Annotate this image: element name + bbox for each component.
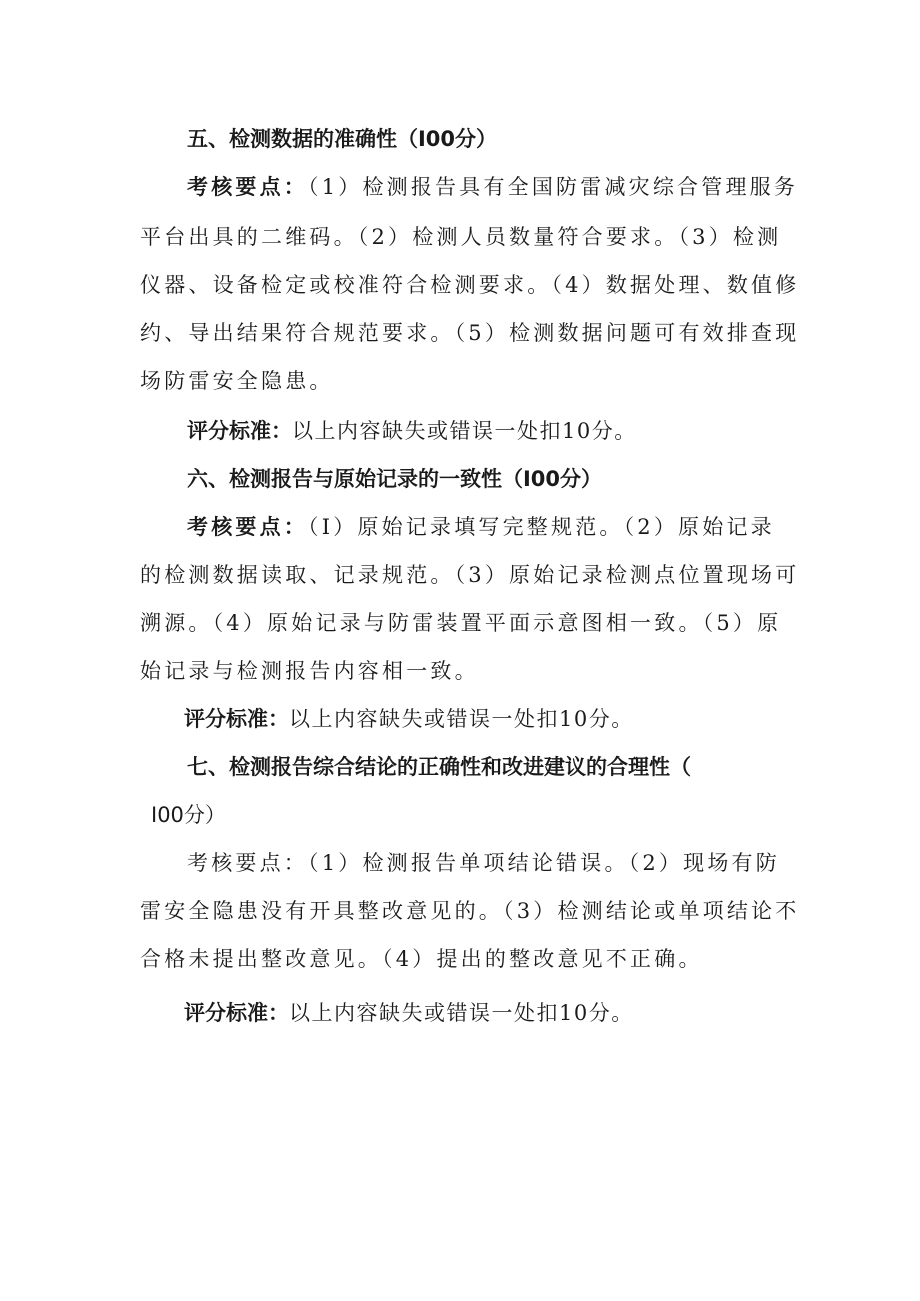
section-5-scoring-text: 以上内容缺失或错误一处扣10分。 [292,419,637,443]
section-5-key-points-label: 考核要点： [187,175,308,199]
section-5-key-points-line-2: 平台出具的二维码。（2）检测人员数量符合要求。（3）检测 [140,225,782,249]
section-6-key-points-line-2: 的检测数据读取、记录规范。（3）原始记录检测点位置现场可 [140,563,800,587]
section-6-heading: 六、检测报告与原始记录的一致性（I00分） [187,467,603,491]
section-7-heading: 七、检测报告综合结论的正确性和改进建议的合理性（ [187,755,691,779]
section-6-scoring [184,704,634,734]
section-6-scoring-label: 评分标准： [184,707,289,731]
section-6-scoring-text: 以上内容缺失或错误一处扣10分。 [289,707,634,731]
section-7-scoring-text: 以上内容缺失或错误一处扣10分。 [289,1001,634,1025]
section-6-key-points-line-1 [187,512,775,542]
section-6-key-points-line-4: 始记录与检测报告内容相一致。 [140,659,479,683]
section-7-scoring-label: 评分标准： [184,1001,289,1025]
section-5-scoring [187,416,637,446]
section-5-key-points-line-3: 仪器、设备检定或校准符合检测要求。（4）数据处理、数值修 [140,273,800,297]
section-5-key-points-text-1: （1）检测报告具有全国防雷减灾综合管理服务 [308,175,799,199]
section-5-key-points-line-1 [187,172,798,202]
section-7-key-points-line-2: 雷安全隐患没有开具整改意见的。（3）检测结论或单项结论不 [140,899,800,923]
section-7-heading-cont: I00分） [151,803,226,827]
section-6-key-points-text-1: （I）原始记录填写完整规范。（2）原始记录 [308,515,775,539]
section-6-key-points-label: 考核要点： [187,515,308,539]
section-7-key-points-label: 考核要点： [187,851,308,875]
section-5-key-points-line-5: 场防雷安全隐患。 [140,369,334,393]
section-5-key-points-line-4: 约、导出结果符合规范要求。（5）检测数据问题可有效排查现 [140,321,800,345]
section-6-key-points-line-3: 溯源。（4）原始记录与防雷装置平面示意图相一致。（5）原 [140,611,782,635]
section-7-scoring [184,998,634,1028]
section-7-key-points-line-1 [187,848,780,878]
section-7-key-points-text-1: （1）检测报告单项结论错误。（2）现场有防 [308,851,780,875]
section-7-key-points-line-3: 合格未提出整改意见。（4）提出的整改意见不正确。 [140,947,703,971]
section-5-scoring-label: 评分标准： [187,419,292,443]
section-5-heading: 五、检测数据的准确性（I00分） [187,127,498,151]
